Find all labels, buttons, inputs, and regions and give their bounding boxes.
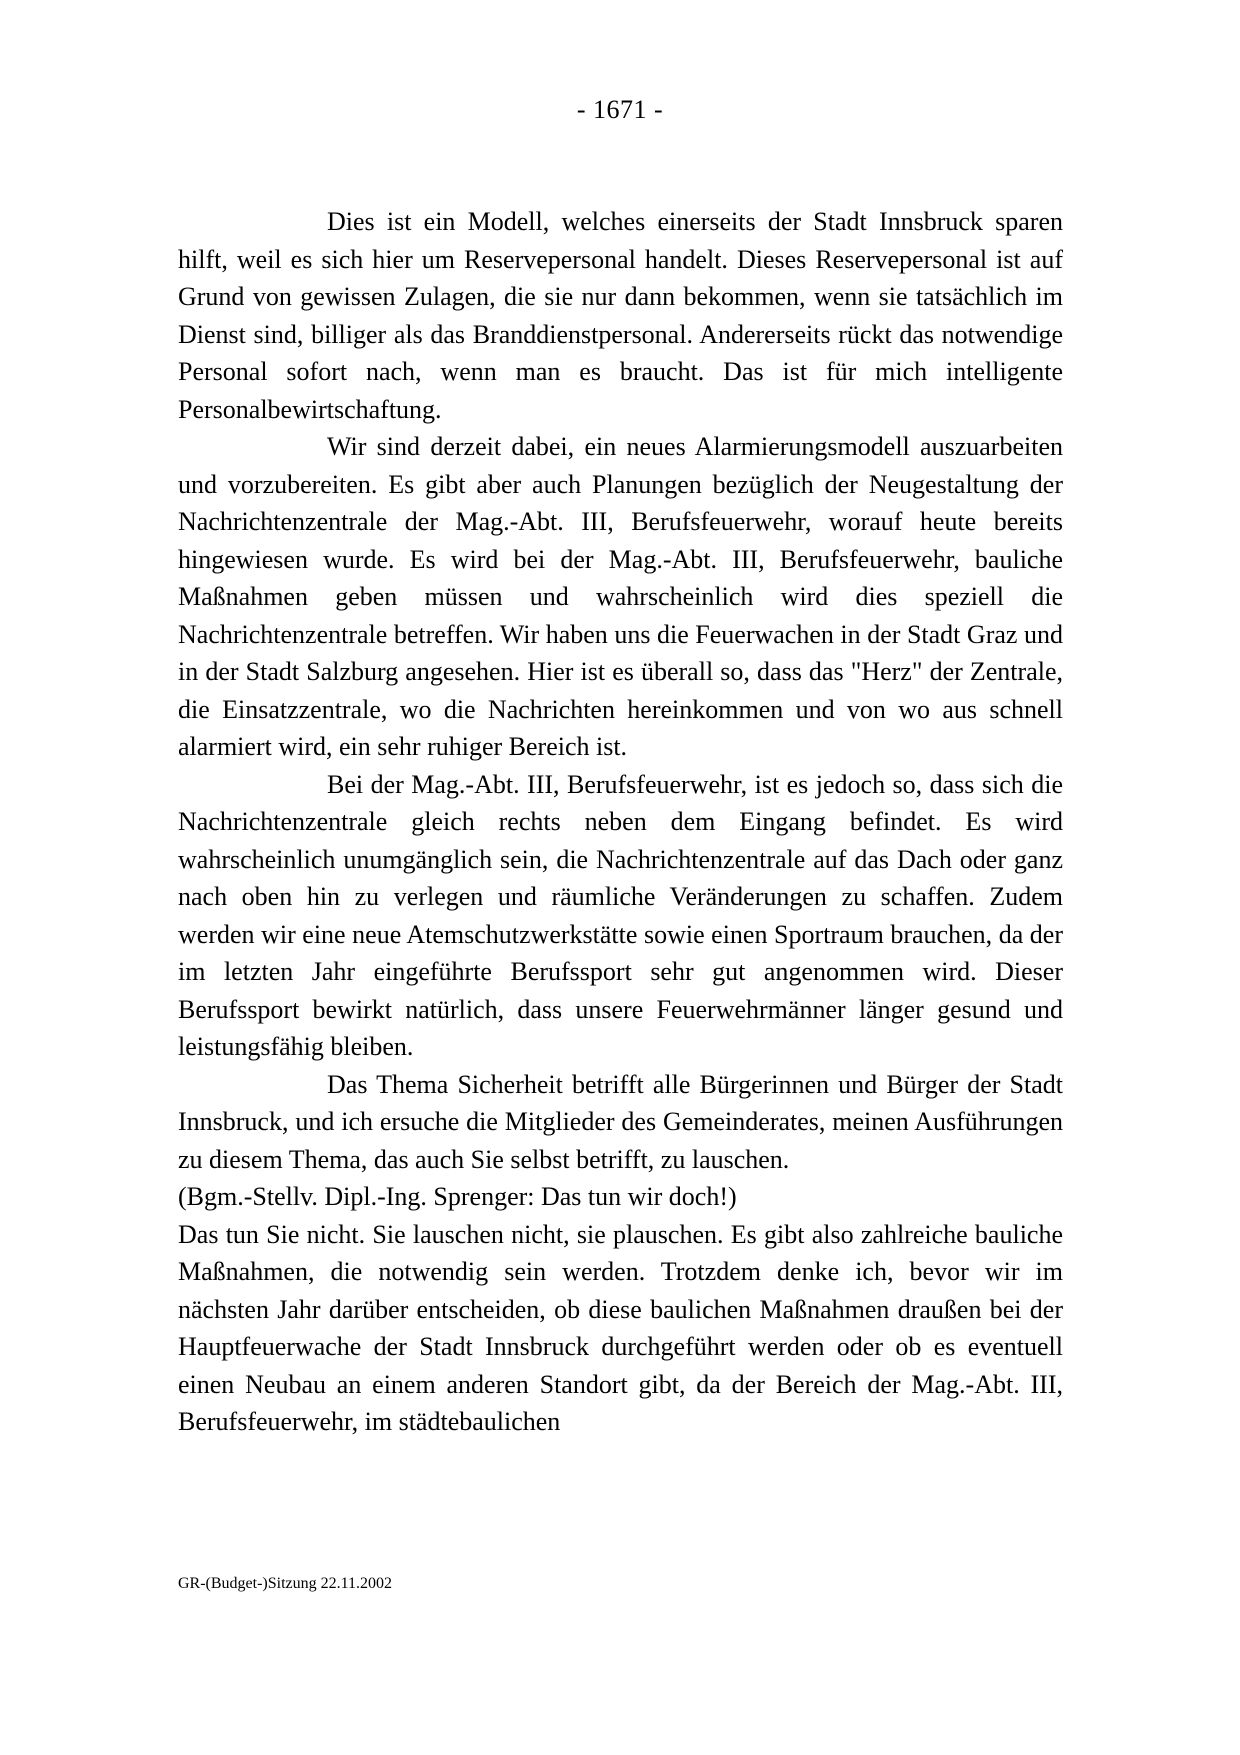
document-body xyxy=(178,203,1063,1441)
interjection: (Bgm.-Stellv. Dipl.-Ing. Sprenger: Das tun wir doch!) xyxy=(178,1182,737,1211)
footer-session-date: GR-(Budget-)Sitzung 22.11.2002 xyxy=(178,1575,393,1592)
paragraph-alarmierungsmodell: Wir sind derzeit dabei, ein neues Alarmierungsmodell auszuarbeiten und vorzubereiten. Es gibt aber auch Planungen bezüglich der Neugestaltung der Nachrichtenzentrale der Mag.-Abt. III, Berufsfeuerwehr, worauf heute bereits hingewiesen wurde. Es wird bei der Mag.-Abt. III, Berufsfeuerwehr, bauliche Maßnahmen geben müssen und wahrscheinlich wird dies speziell die Nachrichtenzentrale betreffen. Wir haben uns die Feuerwachen in der Stadt Graz und in der Stadt Salzburg angesehen. Hier ist es überall so, dass das "Herz" der Zentrale, die Einsatzzentrale, wo die Nachrichten hereinkommen und von wo aus schnell alarmiert wird, ein sehr ruhiger Bereich ist. xyxy=(178,432,1063,761)
paragraph-thema-sicherheit: Das Thema Sicherheit betrifft alle Bürgerinnen und Bürger der Stadt Innsbruck, und ich ersuche die Mitglieder des Gemeinderates, meinen Ausführungen zu diesem Thema, das auch Sie selbst betrifft, zu lauschen. xyxy=(178,1069,1063,1174)
paragraph-reservepersonal: Dies ist ein Modell, welches einerseits der Stadt Innsbruck sparen hilft, weil es sich hier um Reservepersonal handelt. Dieses Reservepersonal ist auf Grund von gewissen Zulagen, die sie nur dann bekommen, wenn sie tatsächlich im Dienst sind, billiger als das Branddienstpersonal. Andererseits rückt das notwendige Personal sofort nach, wenn man es braucht. Das ist für mich intelligente Personalbewirtschaftung. xyxy=(178,207,1063,424)
paragraph-bauliche-massnahmen: Das tun Sie nicht. Sie lauschen nicht, sie plauschen. Es gibt also zahlreiche bauliche Maßnahmen, die notwendig sein werden. Trotzdem denke ich, bevor wir im nächsten Jahr darüber entscheiden, ob diese baulichen Maßnahmen draußen bei der Hauptfeuerwache der Stadt Innsbruck durchgeführt werden oder ob es eventuell einen Neubau an einem anderen Standort gibt, da der Bereich der Mag.-Abt. III, Berufsfeuerwehr, im städtebaulichen xyxy=(178,1219,1063,1436)
paragraph-nachrichtenzentrale: Bei der Mag.-Abt. III, Berufsfeuerwehr, ist es jedoch so, dass sich die Nachrichtenzentrale gleich rechts neben dem Eingang befindet. Es wird wahrscheinlich unumgänglich sein, die Nachrichtenzentrale auf das Dach oder ganz nach oben hin zu verlegen und räumliche Veränderungen zu schaffen. Zudem werden wir eine neue Atemschutzwerkstätte sowie einen Sportraum brauchen, da der im letzten Jahr eingeführte Berufssport sehr gut angenommen wird. Dieser Berufssport bewirkt natürlich, dass unsere Feuerwehrmänner länger gesund und leistungsfähig bleiben. xyxy=(178,769,1063,1061)
page-number: - 1671 - xyxy=(576,95,664,124)
